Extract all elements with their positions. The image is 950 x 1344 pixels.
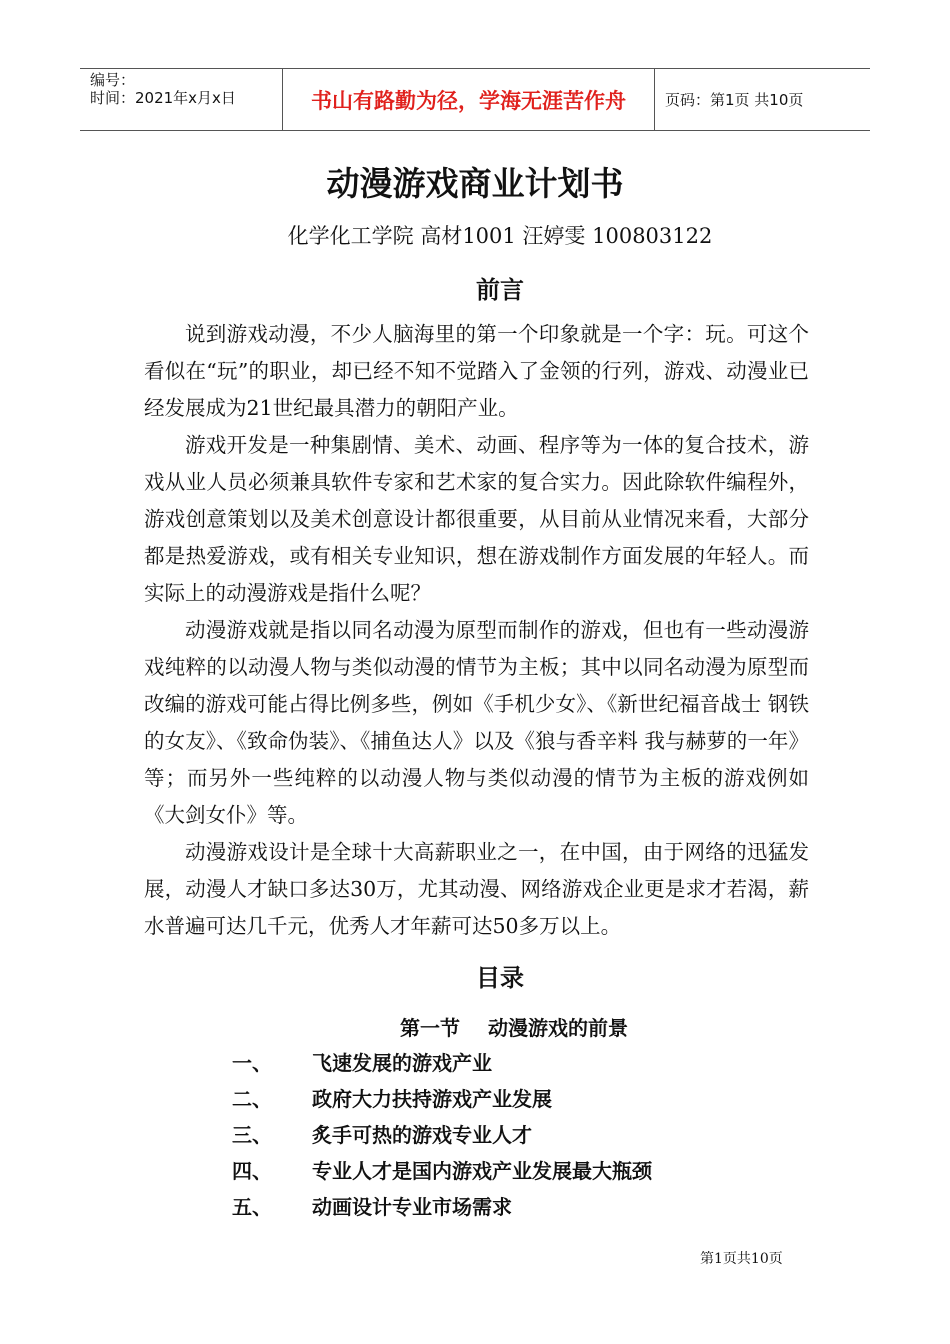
header-page-label: 页码：第1页 共10页	[665, 91, 804, 109]
preface-paragraph: 说到游戏动漫，不少人脑海里的第一个印象就是一个字：玩。可这个看似在“玩”的职业，却已经不知不觉踏入了金领的行列，游戏、动漫业已经发展成为21世纪最具潜力的朝阳产业。	[144, 322, 809, 420]
page-header	[80, 68, 870, 131]
toc-section-title	[400, 1012, 628, 1041]
toc-heading: 目录	[476, 964, 524, 992]
toc-item-text: 炙手可热的游戏专业人才	[312, 1123, 532, 1147]
toc-item	[232, 1189, 652, 1225]
header-motto: 书山有路勤为径，学海无涯苦作舟	[282, 69, 655, 130]
toc-item-number: 二、	[232, 1087, 272, 1111]
toc-item	[232, 1081, 652, 1117]
toc-item-text: 政府大力扶持游戏产业发展	[312, 1087, 552, 1111]
header-time-label: 时间：2021年x月x日	[90, 89, 236, 107]
toc-section-text: 动漫游戏的前景	[488, 1016, 628, 1040]
toc-section-number: 第一节	[400, 1016, 460, 1040]
preface-heading: 前言	[476, 276, 524, 304]
page-footer: 第1页共10页	[700, 1251, 783, 1267]
toc-item	[232, 1153, 652, 1189]
toc-item-text: 动画设计专业市场需求	[312, 1195, 512, 1219]
toc-item-number: 一、	[232, 1051, 272, 1075]
toc-item-text: 飞速发展的游戏产业	[312, 1051, 492, 1075]
header-meta	[80, 69, 282, 130]
toc-item-number: 五、	[232, 1195, 272, 1219]
toc-item-number: 三、	[232, 1123, 272, 1147]
preface-paragraph: 动漫游戏就是指以同名动漫为原型而制作的游戏，但也有一些动漫游戏纯粹的以动漫人物与类似动漫的情节为主板；其中以同名动漫为原型而改编的游戏可能占得比例多些，例如《手机少女》、《新世纪福音战士 钢铁的女友》、《致命伪装》、《捕鱼达人》以及《狼与香辛料 我与赫萝的一年》等；而另外一些纯粹的以动漫人物与类似动漫的情节为主板的游戏例如《大剑女仆》等。	[144, 618, 809, 827]
toc-item-number: 四、	[232, 1159, 272, 1183]
toc-item-text: 专业人才是国内游戏产业发展最大瓶颈	[312, 1159, 652, 1183]
toc-item	[232, 1117, 652, 1153]
preface-paragraph: 游戏开发是一种集剧情、美术、动画、程序等为一体的复合技术，游戏从业人员必须兼具软件专家和艺术家的复合实力。因此除软件编程外，游戏创意策划以及美术创意设计都很重要，从目前从业情况来看，大部分都是热爱游戏，或有相关专业知识，想在游戏制作方面发展的年轻人。而实际上的动漫游戏是指什么呢？	[144, 433, 809, 605]
toc-item	[232, 1045, 652, 1081]
header-number-label: 编号：	[90, 71, 136, 89]
toc-list	[232, 1045, 652, 1225]
document-title: 动漫游戏商业计划书	[326, 164, 624, 203]
author-line: 化学化工学院 高材1001 汪婷雯 100803122	[287, 224, 713, 248]
preface-body	[144, 316, 809, 945]
preface-paragraph: 动漫游戏设计是全球十大高薪职业之一，在中国，由于网络的迅猛发展，动漫人才缺口多达30万，尤其动漫、网络游戏企业更是求才若渴，薪水普遍可达几千元，优秀人才年薪可达50多万以上。	[144, 840, 809, 938]
